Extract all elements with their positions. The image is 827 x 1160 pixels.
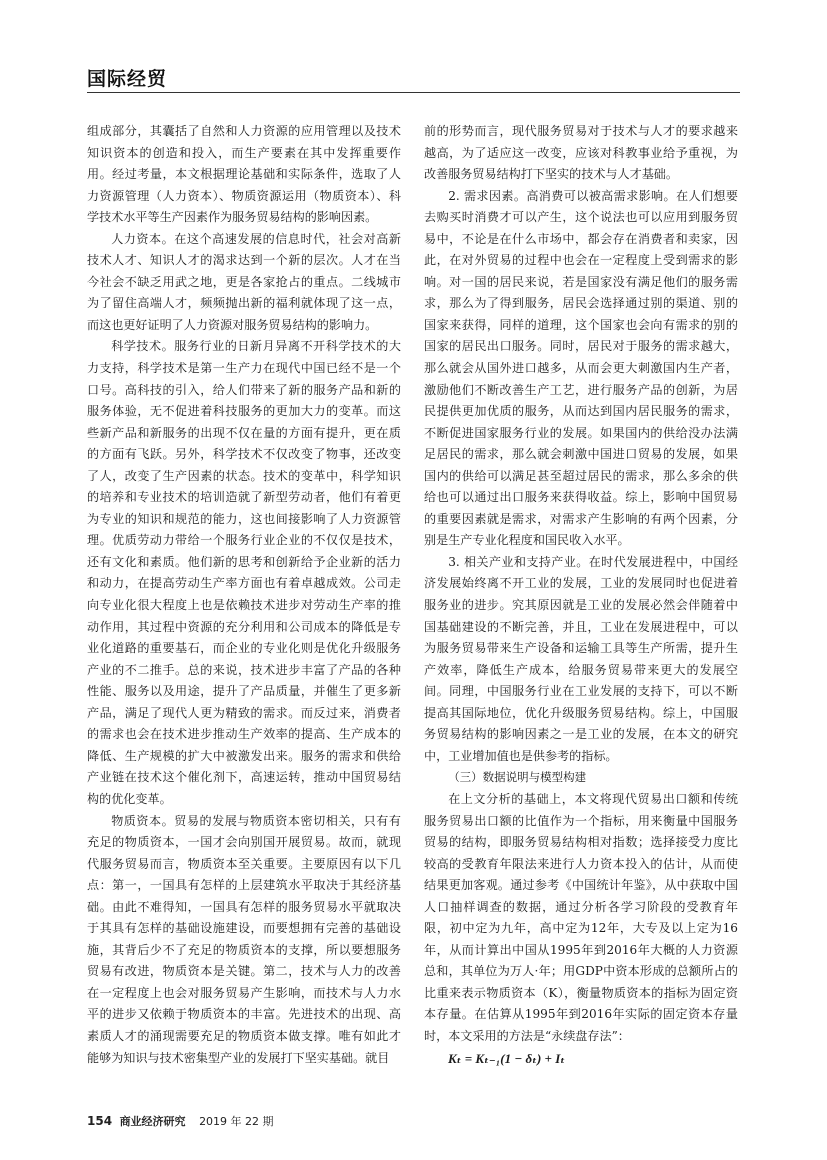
page-number: 154: [87, 1114, 113, 1128]
paragraph-physical-capital: 物质资本。贸易的发展与物质资本密切相关，只有有充足的物质资本，一国才会向别国开展贸易。故而，就现代服务贸易而言，物质资本至关重要。主要原因有以下几点：第一，一国具有怎样的上层建筑水平取决于其经济基础。由此不难得知，一国具有怎样的服务贸易水平就取决于其具有怎样的基础设施建设，而要想拥有完善的基础设施，其背后少不了充足的物质资本的支撑，所以要想服务贸易有改进，物质资本是关键。第二，技术与人力的改善在一定程度上也会对服务贸易产生影响，而技术与人力水平的进步又依赖于物质资本的丰富。先进技术的出现、高素质人才的涌现需要充足的物质资本做支撑。唯有如此才能够为知识与技术密集型产业的发展打下坚实基础。就目: [87, 813, 401, 1065]
journal-name: 商业经济研究: [119, 1115, 186, 1128]
paragraph-science-technology: 科学技术。服务行业的日新月异离不开科学技术的大力支持，科学技术是第一生产力在现代中国已经不是一个口号。高科技的引入，给人们带来了新的服务产品和新的服务体验，无不促进着科技服务的更加大力的变革。而这些新产品和新服务的出现不仅在量的方面有提升，更在质的方面有飞跃。另外，科学技术不仅改变了物事，还改变了人，改变了生产因素的状态。技术的变革中，科学知识的培养和专业技术的培训造就了新型劳动者，他们有着更为专业的知识和规范的能力，这也间接影响了人力资源管理。优质劳动力带给一个服务行业企业的不仅仅是技术，还有文化和素质。他们新的思考和创新给予企业新的活力和动力，在提高劳动生产率方面也有着卓越成效。公司走向专业化很大程度上也是依赖技术进步对劳动生产率的推动作用，其过程中资源的充分利用和公司成本的降低是专业化道路的重要基石，而企业的专业化则是优化升级服务产业的不二推手。总的来说，技术进步丰富了产品的各种性能、服务以及用途，提升了产品质量，并催生了更多新产品，满足了现代人更为精致的需求。而反过来，消费者的需求也会在技术进步推动生产效率的提高、生产成本的降低、生产规模的扩大中被激发出来。服务的需求和供给产业链在技术这个催化剂下，高速运转，推动中国贸易结构的优化变革。: [87, 339, 401, 806]
journal-section-title: 国际经贸: [87, 68, 168, 90]
paragraph-data-model: 在上文分析的基础上，本文将现代贸易出口额和传统服务贸易出口额的比值作为一个指标，用来衡量中国服务贸易的结构，即服务贸易结构相对指数；选择接受力度比较高的受教育年限法来进行人力资本投入的估计，从而使结果更加客观。通过参考《中国统计年鉴》，从中获取中国人口抽样调查的数据，通过分析各学习阶段的受教育年限，初中定为九年，高中定为12年，大专及以上定为16年，从而计算出中国从1995年到2016年大概的人力资源总和，其单位为万人·年；用GDP中资本形成的总额所占的比重来表示物质资本（K），衡量物质资本的指标为固定资本存量。在估算从1995年到2016年实际的固定资本存量时，本文采用的方法是“永续盘存法”：: [424, 791, 738, 1043]
page-footer: [87, 1113, 274, 1129]
paragraph-human-capital: 人力资本。在这个高速发展的信息时代，社会对高新技术人才、知识人才的渴求达到一个新的层次。人才在当今社会不缺乏用武之地，更是各家抢占的重点。二线城市为了留住高端人才，频频抛出新的福利就体现了这一点，而这也更好证明了人力资源对服务贸易结构的影响力。: [87, 231, 401, 332]
right-column: [424, 121, 738, 1070]
paragraph-related-industries: 3. 相关产业和支持产业。在时代发展进程中，中国经济发展始终离不开工业的发展，工业的发展同时也促进着服务业的进步。究其原因就是工业的发展必然会伴随着中国基础建设的不断完善，并且，工业在发展进程中，可以为服务贸易带来生产设备和运输工具等生产所需，提升生产效率，降低生产成本，给服务贸易带来更大的发展空间。同理，中国服务行业在工业发展的支持下，可以不断提高其国际地位，优化升级服务贸易结构。综上，中国服务贸易结构的影响因素之一是工业的发展，在本文的研究中，工业增加值也是供参考的指标。: [424, 554, 738, 763]
issue-info: 2019 年 22 期: [199, 1115, 274, 1128]
left-column: [87, 121, 401, 1069]
header-rule: [87, 92, 740, 93]
paragraph-continuation-right: 前的形势而言，现代服务贸易对于技术与人才的要求越来越高，为了适应这一改变，应该对科教事业给予重视，为改善服务贸易结构打下坚实的技术与人才基础。: [424, 124, 738, 182]
section-subheading: （三）数据说明与模型构建: [448, 770, 587, 785]
capital-stock-formula: Kₜ = Kₜ₋₁(1 − δₜ) + Iₜ: [448, 1050, 566, 1066]
paragraph-continuation: 组成部分，其囊括了自然和人力资源的应用管理以及技术知识资本的创造和投入，而生产要素在其中发挥重要作用。经过考量，本文根据理论基础和实际条件，选取了人力资源管理（人力资本）、物质资源运用（物质资本）、科学技术水平等生产因素作为服务贸易结构的影响因素。: [87, 124, 401, 225]
paragraph-demand-factors: 2. 需求因素。高消费可以被高需求影响。在人们想要去购买时消费才可以产生，这个说法也可以应用到服务贸易中，不论是在什么市场中，都会存在消费者和卖家，因此，在对外贸易的过程中也会在一定程度上受到需求的影响。对一国的居民来说，若是国家没有满足他们的服务需求，那么为了得到服务，居民会选择通过别的渠道、别的国家来获得，同样的道理，这个国家也会向有需求的别的国家的居民出口服务。同时，居民对于服务的需求越大，那么就会从国外进口越多，从而会更大刺激国内生产者，激励他们不断改善生产工艺，进行服务产品的创新，为居民提供更加优质的服务，从而达到国内居民服务的需求，不断促进国家服务行业的发展。如果国内的供给没办法满足居民的需求，那么就会刺激中国进口贸易的发展，如果国内的供给可以满足甚至超过居民的需求，那么多余的供给也可以通过出口服务来获得收益。综上，影响中国贸易的重要因素就是需求，对需求产生影响的有两个因素，分别是生产专业化程度和国民收入水平。: [424, 188, 738, 548]
